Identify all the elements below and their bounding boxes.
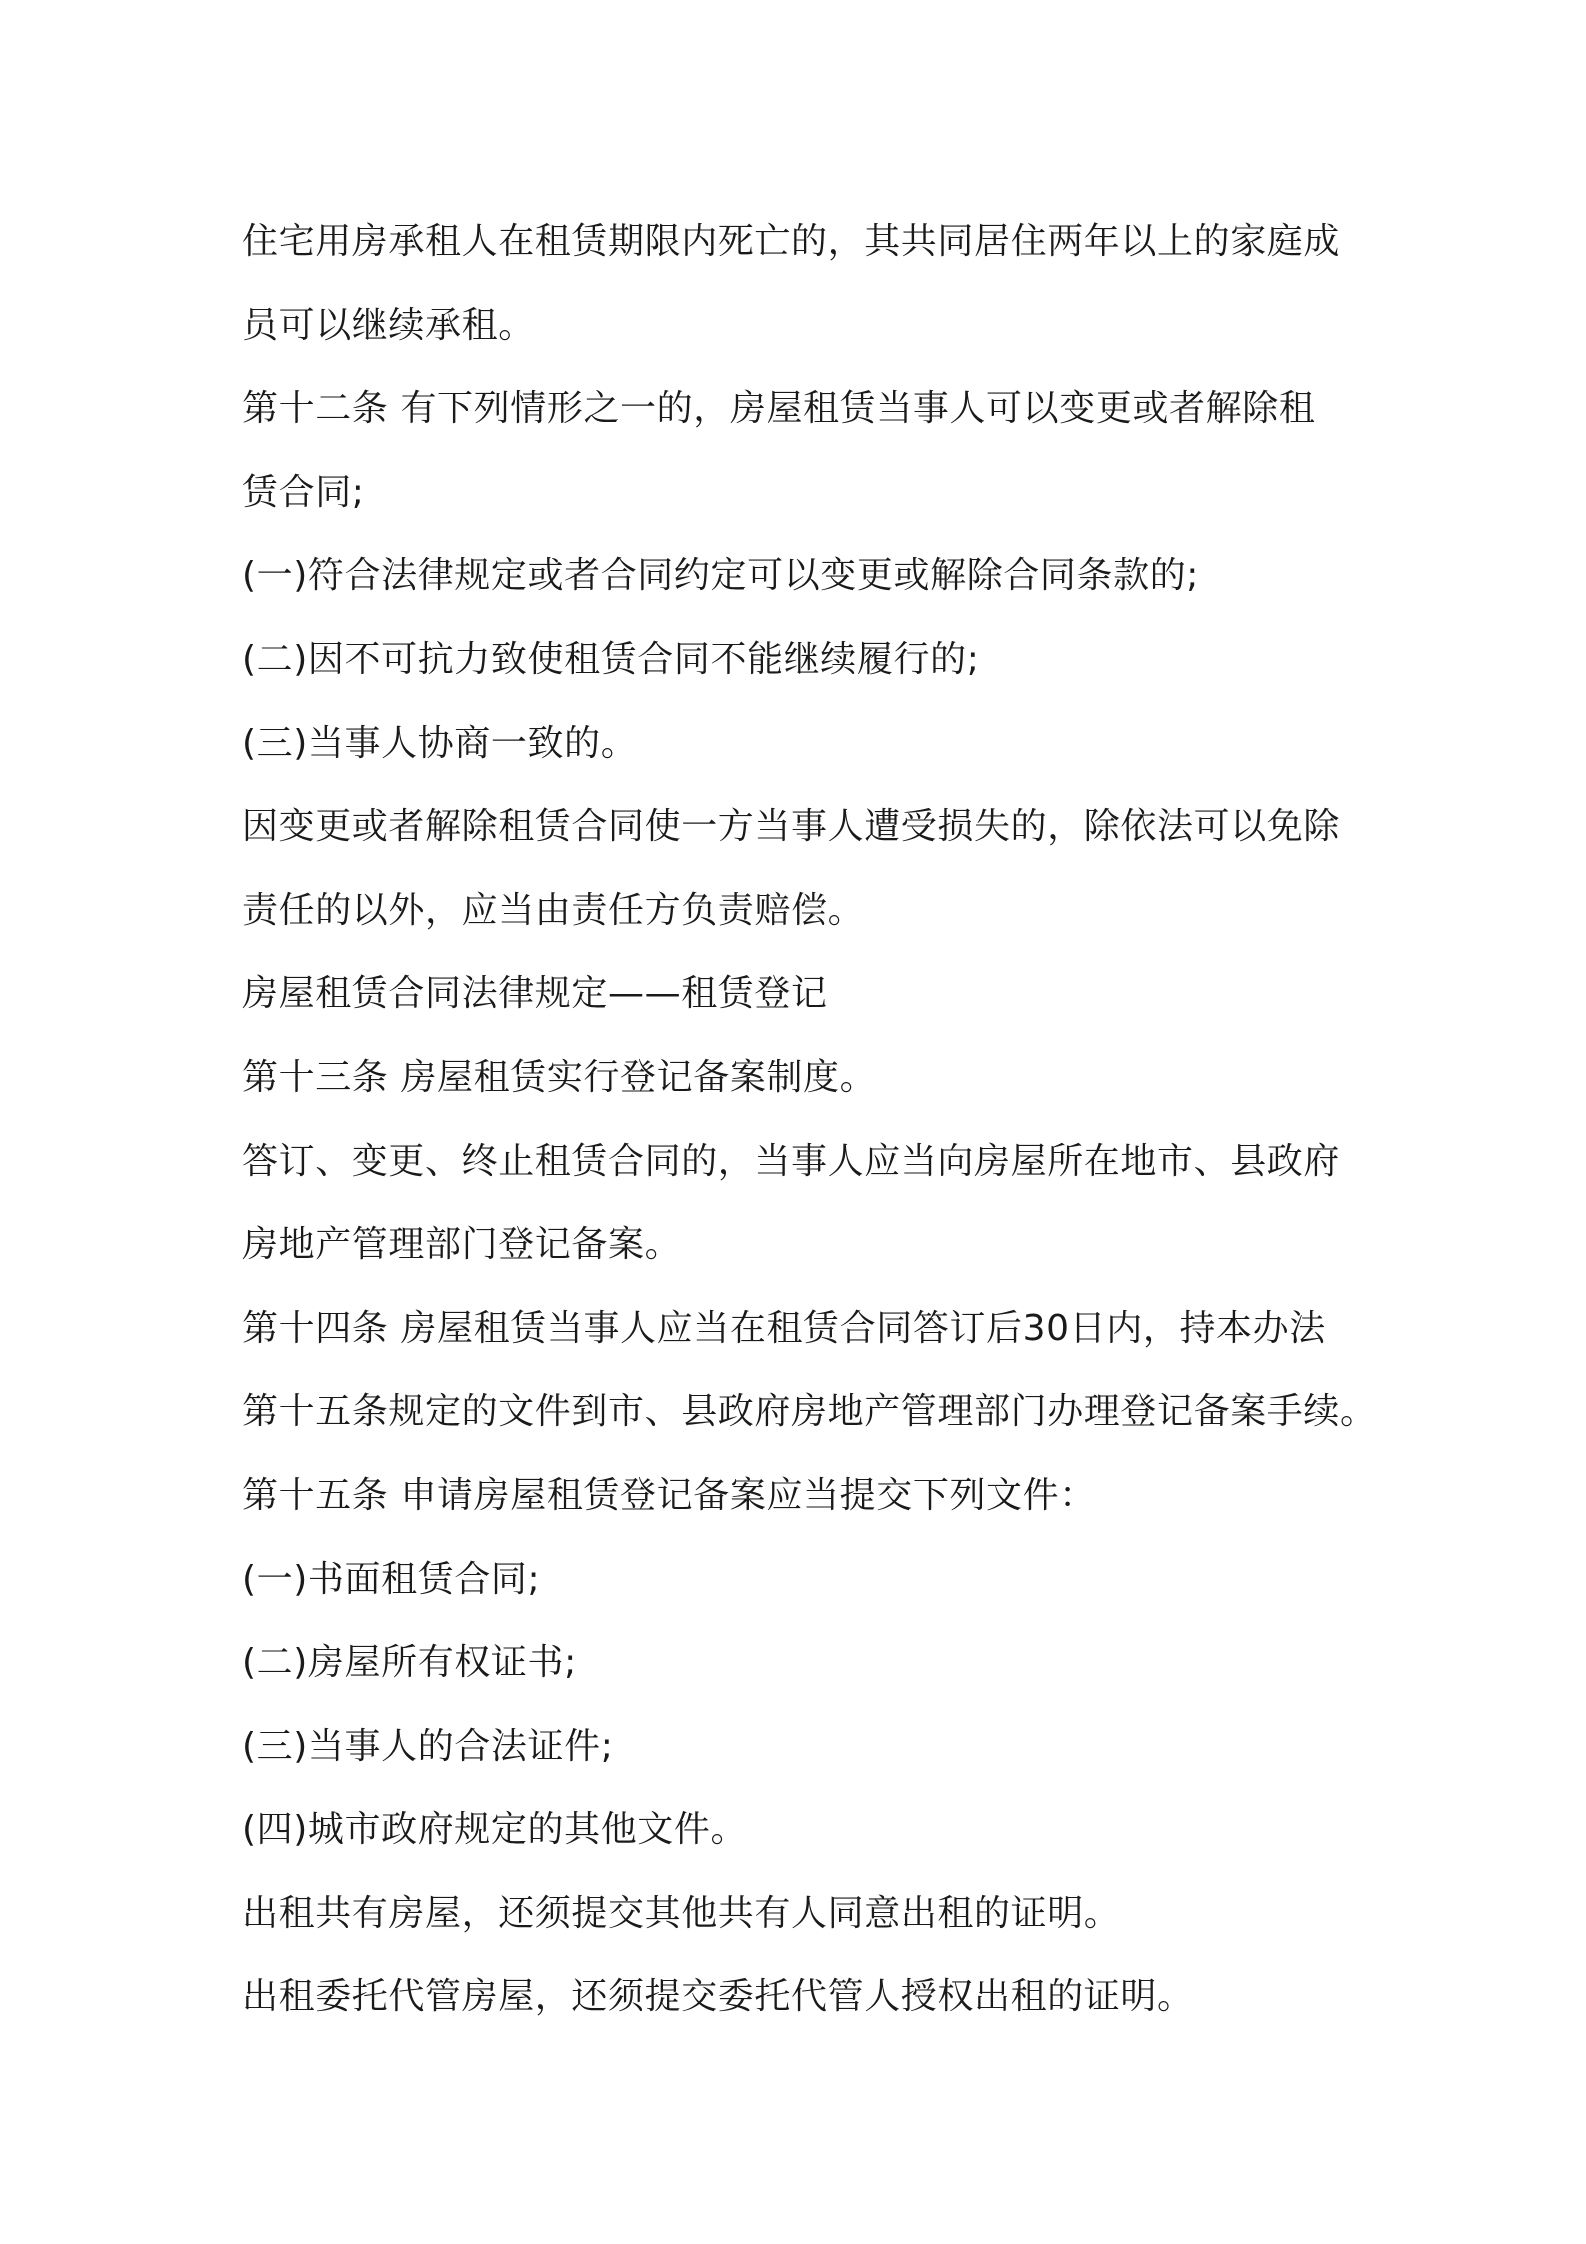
text-line: 第十五条规定的文件到市、县政府房地产管理部门办理登记备案手续。 [242, 1391, 1377, 1433]
text-line: 出租委托代管房屋，还须提交委托代管人授权出租的证明。 [242, 1976, 1194, 2018]
text-line: 第十五条 申请房屋租赁登记备案应当提交下列文件： [242, 1474, 1096, 1516]
text-line: (四)城市政府规定的其他文件。 [242, 1809, 748, 1851]
text-line: (二)因不可抗力致使租赁合同不能继续履行的; [242, 638, 980, 680]
document-body [242, 200, 1377, 2039]
text-line: (三)当事人协商一致的。 [242, 722, 638, 764]
text-line: 出租共有房屋，还须提交其他共有人同意出租的证明。 [242, 1892, 1121, 1934]
text-line: 第十四条 房屋租赁当事人应当在租赁合同答订后30日内，持本办法 [242, 1307, 1326, 1349]
text-line: 员可以继续承租。 [242, 304, 535, 346]
text-line: 责任的以外，应当由责任方负责赔偿。 [242, 889, 865, 931]
text-line: 因变更或者解除租赁合同使一方当事人遭受损失的，除依法可以免除 [242, 806, 1341, 848]
text-line: (一)书面租赁合同; [242, 1558, 541, 1600]
text-line: 第十三条 房屋租赁实行登记备案制度。 [242, 1056, 877, 1098]
text-line: (三)当事人的合法证件; [242, 1725, 614, 1767]
text-line: 赁合同; [242, 471, 365, 513]
text-line: 房地产管理部门登记备案。 [242, 1224, 682, 1266]
text-line: 住宅用房承租人在租赁期限内死亡的，其共同居住两年以上的家庭成 [242, 221, 1341, 262]
text-line: 第十二条 有下列情形之一的，房屋租赁当事人可以变更或者解除租 [242, 388, 1316, 430]
text-line: 答订、变更、终止租赁合同的，当事人应当向房屋所在地市、县政府 [242, 1140, 1341, 1182]
section-heading: 房屋租赁合同法律规定——租赁登记 [242, 973, 828, 1015]
text-line: (一)符合法律规定或者合同约定可以变更或解除合同条款的; [242, 555, 1200, 597]
text-line: (二)房屋所有权证书; [242, 1642, 577, 1684]
